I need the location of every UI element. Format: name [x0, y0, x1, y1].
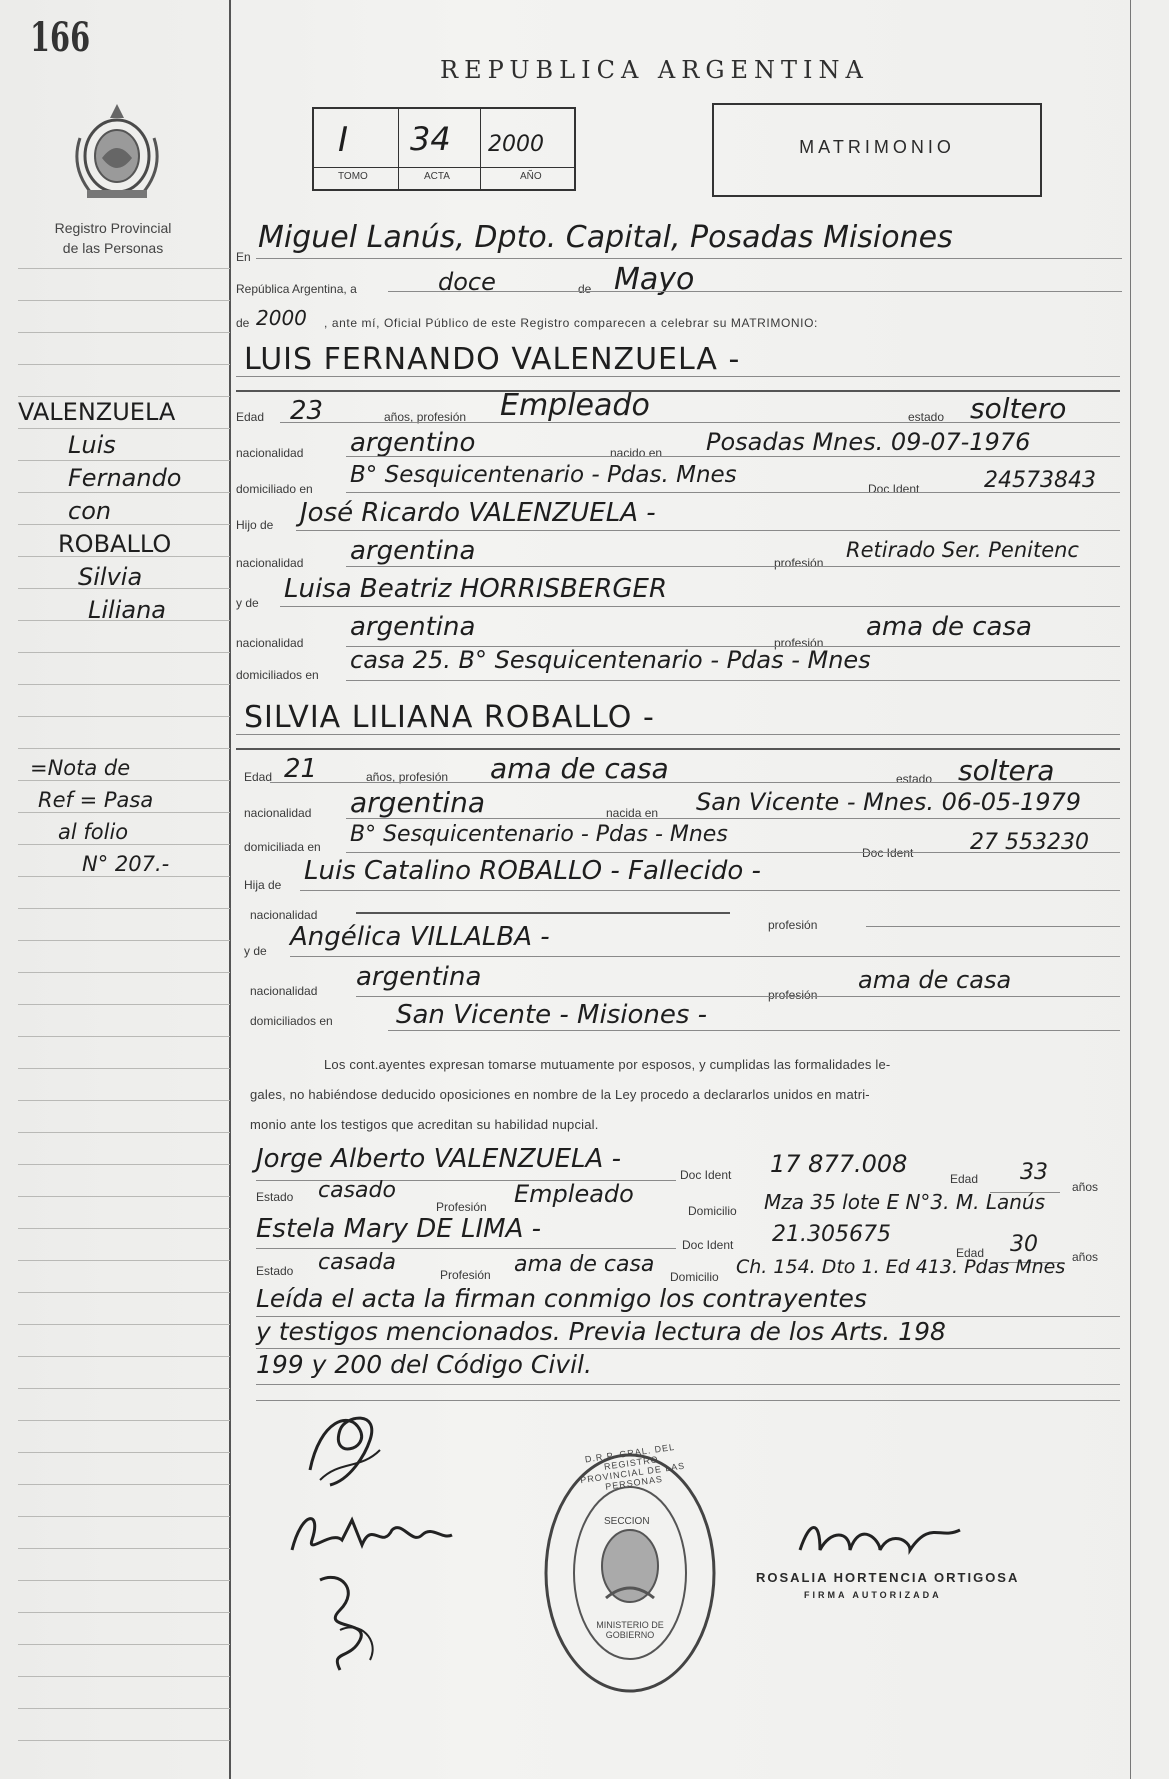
month-value: Mayo — [614, 262, 695, 297]
groom-mother-nac-label: nacionalidad — [236, 636, 304, 650]
page-number: 166 — [30, 14, 91, 61]
officer-name: ROSALIA HORTENCIA ORTIGOSA — [756, 1570, 1020, 1585]
witness1-doc: 17 877.008 — [770, 1150, 908, 1178]
groom-father-prof-label: profesión — [774, 556, 824, 570]
witness2-anos-label: años — [1072, 1250, 1099, 1264]
witness1-edad-label: Edad — [950, 1172, 979, 1186]
groom-hijo-label: Hijo de — [236, 518, 274, 532]
closing-text: Leída el acta la firman conmigo los contrayentes y testigos mencionados. Previa lectura de los Arts. 198 199 y 200 del Código Civil. — [256, 1284, 946, 1379]
groom-nac-label: nacionalidad — [236, 446, 304, 460]
stamp-inner-top: SECCION — [604, 1516, 650, 1527]
intro-text: , ante mí, Oficial Público de este Registro comparecen a celebrar su MATRIMONIO: — [324, 316, 818, 330]
right-border — [1130, 0, 1131, 1779]
bride-nac-label: nacionalidad — [244, 806, 312, 820]
groom-mother: Luisa Beatriz HORRISBERGER — [284, 574, 668, 604]
officer-title: FIRMA AUTORIZADA — [804, 1590, 942, 1600]
witness2-name: Estela Mary DE LIMA - — [256, 1214, 542, 1244]
officer-signature — [790, 1510, 970, 1570]
witness1-dom: Mza 35 lote E N°3. M. Lanús — [764, 1190, 1046, 1214]
groom-mother-prof: ama de casa — [866, 612, 1032, 642]
groom-edad-label: Edad — [236, 410, 265, 424]
groom-doc-label: Doc Ident — [868, 482, 920, 496]
bride-mother: Angélica VILLALBA - — [290, 922, 550, 952]
groom-estado: soltero — [970, 392, 1067, 425]
witness2-estado-label: Estado — [256, 1264, 294, 1278]
bride-estado: soltera — [958, 754, 1055, 787]
groom-profesion: Empleado — [500, 388, 650, 423]
republica-label: República Argentina, a — [236, 282, 357, 296]
margin-names: VALENZUELA Luis Fernando con ROBALLO Silvia Liliana — [18, 398, 182, 624]
tomo-label: TOMO — [338, 171, 368, 182]
groom-nacido-label: nacido en — [610, 446, 663, 460]
bride-edad: 21 — [284, 754, 318, 784]
groom-parents-dom: casa 25. B° Sesquicentenario - Pdas - Mnes — [350, 646, 871, 674]
witness2-doc: 21.305675 — [772, 1222, 891, 1247]
witness-signatures — [300, 1560, 420, 1680]
bride-nac: argentina — [350, 786, 486, 819]
tomo-value: I — [338, 120, 349, 160]
groom-nac: argentino — [350, 428, 476, 458]
month-de-label: de — [578, 282, 592, 296]
groom-dom: B° Sesquicentenario - Pdas. Mnes — [350, 462, 737, 488]
groom-father-nac: argentina — [350, 536, 476, 566]
bride-nacida: San Vicente - Mnes. 06-05-1979 — [696, 788, 1082, 816]
groom-nacido: Posadas Mnes. 09-07-1976 — [706, 428, 1031, 456]
margin-note: =Nota de Ref = Pasa al folio N° 207.- — [30, 756, 170, 876]
witness1-doc-label: Doc Ident — [680, 1168, 732, 1182]
groom-estado-label: estado — [908, 410, 945, 424]
groom-mother-prof-label: profesión — [774, 636, 824, 650]
witness1-name: Jorge Alberto VALENZUELA - — [256, 1144, 621, 1174]
bride-profesion: ama de casa — [490, 752, 669, 785]
bride-dom-label: domiciliada en — [244, 840, 321, 854]
bride-mother-prof: ama de casa — [858, 966, 1012, 994]
bride-edad-label: Edad — [244, 770, 273, 784]
bride-yde-label: y de — [244, 944, 267, 958]
witness2-edad: 30 — [1010, 1232, 1038, 1257]
groom-parents-dom-label: domiciliados en — [236, 668, 319, 682]
witness1-dom-label: Domicilio — [688, 1204, 737, 1218]
place-value: Miguel Lanús, Dpto. Capital, Posadas Misiones — [258, 220, 953, 255]
bride-doc-label: Doc Ident — [862, 846, 914, 860]
witness2-dom: Ch. 154. Dto 1. Ed 413. Pdas Mnes — [736, 1256, 1066, 1278]
groom-anos-label: años, profesión — [384, 410, 467, 424]
margin-separator — [229, 0, 231, 1779]
groom-name: LUIS FERNANDO VALENZUELA - — [244, 342, 741, 377]
witness1-anos-label: años — [1072, 1180, 1099, 1194]
day-value: doce — [438, 268, 496, 296]
acta-label: ACTA — [424, 171, 450, 182]
groom-mother-nac: argentina — [350, 612, 476, 642]
groom-yde-label: y de — [236, 596, 259, 610]
bride-father-prof-label: profesión — [768, 918, 818, 932]
bride-father-nac-label: nacionalidad — [250, 908, 318, 922]
witness2-edad-label: Edad — [956, 1246, 985, 1260]
en-label: En — [236, 250, 251, 264]
bride-name: SILVIA LILIANA ROBALLO - — [244, 700, 655, 735]
act-type-label: MATRIMONIO — [799, 137, 955, 157]
coat-of-arms-icon — [62, 98, 172, 208]
groom-edad: 23 — [290, 396, 324, 426]
anio-label: AÑO — [520, 171, 542, 182]
bride-father: Luis Catalino ROBALLO - Fallecido - — [304, 856, 761, 886]
witness2-prof-label: Profesión — [440, 1268, 491, 1282]
witness2-estado: casada — [318, 1250, 396, 1275]
bride-mother-nac: argentina — [356, 962, 482, 992]
bride-doc: 27 553230 — [970, 830, 1089, 855]
groom-father-nac-label: nacionalidad — [236, 556, 304, 570]
groom-dom-label: domiciliado en — [236, 482, 313, 496]
bride-mother-prof-label: profesión — [768, 988, 818, 1002]
stamp-ring-text: D.R.P. GRAL. DEL REGISTRO PROVINCIAL DE LAS PERSONAS — [579, 1441, 686, 1492]
witness2-doc-label: Doc Ident — [682, 1238, 734, 1252]
bride-estado-label: estado — [896, 772, 933, 786]
bride-nacida-label: nacida en — [606, 806, 659, 820]
bride-parents-dom: San Vicente - Misiones - — [396, 1000, 708, 1030]
year-de-label: de — [236, 316, 250, 330]
registry-label: Registro Provincial de las Personas — [54, 220, 172, 256]
witness2-prof: ama de casa — [514, 1252, 655, 1277]
groom-father: José Ricardo VALENZUELA - — [300, 498, 656, 528]
bride-parents-dom-label: domiciliados en — [250, 1014, 333, 1028]
bride-mother-nac-label: nacionalidad — [250, 984, 318, 998]
bride-hija-label: Hija de — [244, 878, 282, 892]
witness1-edad: 33 — [1020, 1160, 1048, 1185]
groom-father-prof: Retirado Ser. Penitenc — [846, 538, 1079, 562]
bride-anos-label: años, profesión — [366, 770, 449, 784]
anio-value: 2000 — [488, 132, 544, 157]
country-title: REPUBLICA ARGENTINA — [440, 56, 869, 84]
witness2-dom-label: Domicilio — [670, 1270, 719, 1284]
acta-value: 34 — [410, 120, 451, 158]
witness1-prof: Empleado — [514, 1180, 634, 1208]
witness1-estado-label: Estado — [256, 1190, 294, 1204]
groom-signature — [290, 1400, 410, 1490]
year-value: 2000 — [256, 306, 307, 330]
declaration-text: Los cont.ayentes expresan tomarse mutuamente por esposos, y cumplidas las formalidades le- gales, no habiéndose deducido oposiciones en nombre de la Ley procedo a declararlos unidos en matri- monio ante los testigos que acreditan su habilidad nupcial. — [250, 1057, 891, 1132]
witness1-prof-label: Profesión — [436, 1200, 487, 1214]
witness1-estado: casado — [318, 1178, 396, 1203]
bride-dom: B° Sesquicentenario - Pdas - Mnes — [350, 822, 728, 847]
stamp-inner-bottom: MINISTERIO DE GOBIERNO — [596, 1620, 664, 1640]
groom-doc: 24573843 — [984, 468, 1096, 493]
